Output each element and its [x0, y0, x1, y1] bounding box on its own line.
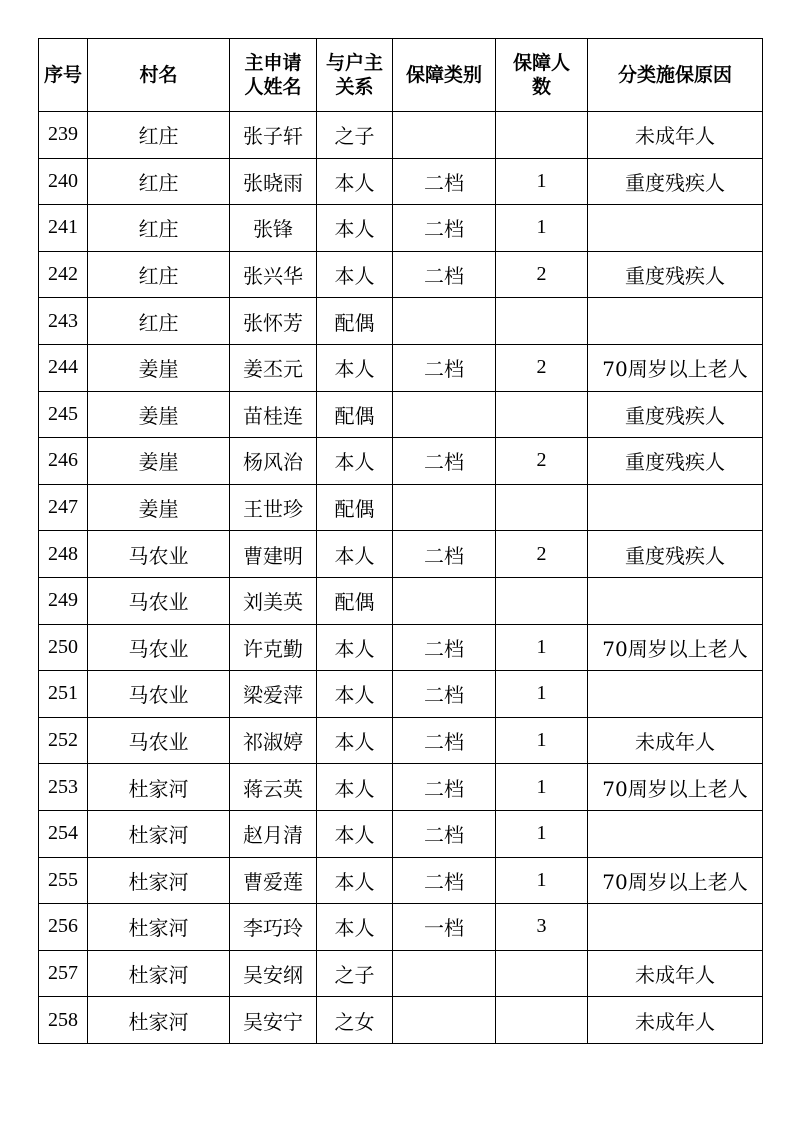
- relation-cell: 本人: [317, 810, 393, 857]
- table-row: [39, 950, 763, 997]
- village-cell: 姜崖: [88, 344, 230, 391]
- relation-cell: 本人: [317, 205, 393, 252]
- table-row: [39, 391, 763, 438]
- relation-cell: 本人: [317, 671, 393, 718]
- applicant-name-cell: 杨风治: [230, 438, 317, 485]
- seq-cell: 250: [39, 624, 88, 671]
- table-row: [39, 112, 763, 159]
- category-cell: [393, 997, 496, 1044]
- applicant-name-cell: 赵月清: [230, 810, 317, 857]
- seq-cell: 257: [39, 950, 88, 997]
- header-category: 保障类别: [393, 39, 496, 112]
- category-cell: 二档: [393, 344, 496, 391]
- table-body: [39, 112, 763, 1044]
- relation-cell: 本人: [317, 158, 393, 205]
- reason-cell: [588, 577, 763, 624]
- seq-cell: 248: [39, 531, 88, 578]
- reason-cell: 重度残疾人: [588, 391, 763, 438]
- count-cell: 1: [496, 624, 588, 671]
- category-cell: 二档: [393, 717, 496, 764]
- applicant-name-cell: 王世珍: [230, 484, 317, 531]
- applicant-name-cell: 祁淑婷: [230, 717, 317, 764]
- applicant-name-cell: 张子轩: [230, 112, 317, 159]
- applicant-name-cell: 许克勤: [230, 624, 317, 671]
- seq-cell: 244: [39, 344, 88, 391]
- relation-cell: 本人: [317, 344, 393, 391]
- seq-cell: 242: [39, 251, 88, 298]
- count-cell: 1: [496, 810, 588, 857]
- village-cell: 杜家河: [88, 857, 230, 904]
- category-cell: 二档: [393, 205, 496, 252]
- table-row: [39, 438, 763, 485]
- relation-cell: 之子: [317, 950, 393, 997]
- seq-cell: 254: [39, 810, 88, 857]
- village-cell: 姜崖: [88, 391, 230, 438]
- reason-cell: [588, 484, 763, 531]
- seq-cell: 247: [39, 484, 88, 531]
- reason-cell: [588, 298, 763, 345]
- reason-cell: 未成年人: [588, 112, 763, 159]
- reason-cell: 重度残疾人: [588, 531, 763, 578]
- header-village: 村名: [88, 39, 230, 112]
- reason-cell: [588, 904, 763, 951]
- table-row: [39, 298, 763, 345]
- village-cell: 杜家河: [88, 997, 230, 1044]
- category-cell: 二档: [393, 158, 496, 205]
- table-row: [39, 531, 763, 578]
- applicant-name-cell: 曹爱莲: [230, 857, 317, 904]
- seq-cell: 245: [39, 391, 88, 438]
- category-cell: 二档: [393, 764, 496, 811]
- seq-cell: 243: [39, 298, 88, 345]
- count-cell: 3: [496, 904, 588, 951]
- count-cell: [496, 997, 588, 1044]
- table-row: [39, 810, 763, 857]
- seq-cell: 240: [39, 158, 88, 205]
- reason-cell: 未成年人: [588, 950, 763, 997]
- relation-cell: 之女: [317, 997, 393, 1044]
- applicant-name-cell: 姜丕元: [230, 344, 317, 391]
- table-row: [39, 717, 763, 764]
- header-row: [39, 39, 763, 112]
- village-cell: 红庄: [88, 205, 230, 252]
- seq-cell: 241: [39, 205, 88, 252]
- count-cell: [496, 484, 588, 531]
- relation-cell: 本人: [317, 438, 393, 485]
- category-cell: [393, 391, 496, 438]
- applicant-name-cell: 张兴华: [230, 251, 317, 298]
- applicant-name-cell: 吴安纲: [230, 950, 317, 997]
- count-cell: [496, 298, 588, 345]
- count-cell: [496, 950, 588, 997]
- header-applicant: 主申请人姓名: [230, 39, 317, 112]
- count-cell: [496, 391, 588, 438]
- seq-cell: 246: [39, 438, 88, 485]
- category-cell: 二档: [393, 251, 496, 298]
- count-cell: 2: [496, 438, 588, 485]
- village-cell: 红庄: [88, 158, 230, 205]
- count-cell: 1: [496, 205, 588, 252]
- reason-cell: 重度残疾人: [588, 438, 763, 485]
- seq-cell: 252: [39, 717, 88, 764]
- seq-cell: 256: [39, 904, 88, 951]
- applicant-name-cell: 苗桂连: [230, 391, 317, 438]
- table-row: [39, 484, 763, 531]
- village-cell: 马农业: [88, 717, 230, 764]
- count-cell: 2: [496, 531, 588, 578]
- seq-cell: 249: [39, 577, 88, 624]
- header-relation: 与户主关系: [317, 39, 393, 112]
- relation-cell: 之子: [317, 112, 393, 159]
- table-row: [39, 857, 763, 904]
- relation-cell: 配偶: [317, 298, 393, 345]
- seq-cell: 255: [39, 857, 88, 904]
- category-cell: 二档: [393, 438, 496, 485]
- seq-cell: 258: [39, 997, 88, 1044]
- count-cell: 1: [496, 857, 588, 904]
- applicant-name-cell: 刘美英: [230, 577, 317, 624]
- applicant-name-cell: 张锋: [230, 205, 317, 252]
- village-cell: 马农业: [88, 531, 230, 578]
- relation-cell: 本人: [317, 717, 393, 764]
- reason-cell: 70周岁以上老人: [588, 624, 763, 671]
- relation-cell: 本人: [317, 624, 393, 671]
- village-cell: 马农业: [88, 624, 230, 671]
- table-row: [39, 904, 763, 951]
- village-cell: 杜家河: [88, 764, 230, 811]
- reason-cell: 未成年人: [588, 997, 763, 1044]
- table-row: [39, 251, 763, 298]
- reason-cell: 重度残疾人: [588, 251, 763, 298]
- relation-cell: 本人: [317, 251, 393, 298]
- village-cell: 红庄: [88, 112, 230, 159]
- seq-cell: 239: [39, 112, 88, 159]
- relation-cell: 配偶: [317, 391, 393, 438]
- applicant-name-cell: 张晓雨: [230, 158, 317, 205]
- count-cell: 1: [496, 764, 588, 811]
- table-row: [39, 624, 763, 671]
- count-cell: 1: [496, 671, 588, 718]
- category-cell: [393, 484, 496, 531]
- relation-cell: 配偶: [317, 577, 393, 624]
- reason-cell: 70周岁以上老人: [588, 344, 763, 391]
- reason-cell: 70周岁以上老人: [588, 764, 763, 811]
- table-row: [39, 205, 763, 252]
- count-cell: [496, 577, 588, 624]
- reason-cell: 重度残疾人: [588, 158, 763, 205]
- table-row: [39, 577, 763, 624]
- assistance-roster-table: [38, 38, 763, 1044]
- relation-cell: 本人: [317, 764, 393, 811]
- header-reason: 分类施保原因: [588, 39, 763, 112]
- count-cell: 2: [496, 251, 588, 298]
- category-cell: [393, 112, 496, 159]
- relation-cell: 本人: [317, 904, 393, 951]
- applicant-name-cell: 蒋云英: [230, 764, 317, 811]
- reason-cell: [588, 205, 763, 252]
- category-cell: 二档: [393, 671, 496, 718]
- applicant-name-cell: 李巧玲: [230, 904, 317, 951]
- count-cell: 1: [496, 717, 588, 764]
- relation-cell: 配偶: [317, 484, 393, 531]
- applicant-name-cell: 吴安宁: [230, 997, 317, 1044]
- header-seq: 序号: [39, 39, 88, 112]
- village-cell: 杜家河: [88, 950, 230, 997]
- village-cell: 马农业: [88, 671, 230, 718]
- category-cell: 一档: [393, 904, 496, 951]
- table-row: [39, 997, 763, 1044]
- village-cell: 杜家河: [88, 810, 230, 857]
- relation-cell: 本人: [317, 857, 393, 904]
- category-cell: [393, 298, 496, 345]
- village-cell: 红庄: [88, 298, 230, 345]
- applicant-name-cell: 张怀芳: [230, 298, 317, 345]
- table-row: [39, 764, 763, 811]
- category-cell: 二档: [393, 624, 496, 671]
- count-cell: 1: [496, 158, 588, 205]
- category-cell: [393, 950, 496, 997]
- village-cell: 姜崖: [88, 484, 230, 531]
- reason-cell: 未成年人: [588, 717, 763, 764]
- table-row: [39, 344, 763, 391]
- village-cell: 马农业: [88, 577, 230, 624]
- village-cell: 姜崖: [88, 438, 230, 485]
- applicant-name-cell: 梁爱萍: [230, 671, 317, 718]
- seq-cell: 251: [39, 671, 88, 718]
- reason-cell: 70周岁以上老人: [588, 857, 763, 904]
- reason-cell: [588, 671, 763, 718]
- table-row: [39, 158, 763, 205]
- relation-cell: 本人: [317, 531, 393, 578]
- table-row: [39, 671, 763, 718]
- category-cell: 二档: [393, 531, 496, 578]
- category-cell: 二档: [393, 810, 496, 857]
- header-count: 保障人数: [496, 39, 588, 112]
- applicant-name-cell: 曹建明: [230, 531, 317, 578]
- seq-cell: 253: [39, 764, 88, 811]
- reason-cell: [588, 810, 763, 857]
- village-cell: 红庄: [88, 251, 230, 298]
- category-cell: [393, 577, 496, 624]
- count-cell: 2: [496, 344, 588, 391]
- category-cell: 二档: [393, 857, 496, 904]
- village-cell: 杜家河: [88, 904, 230, 951]
- count-cell: [496, 112, 588, 159]
